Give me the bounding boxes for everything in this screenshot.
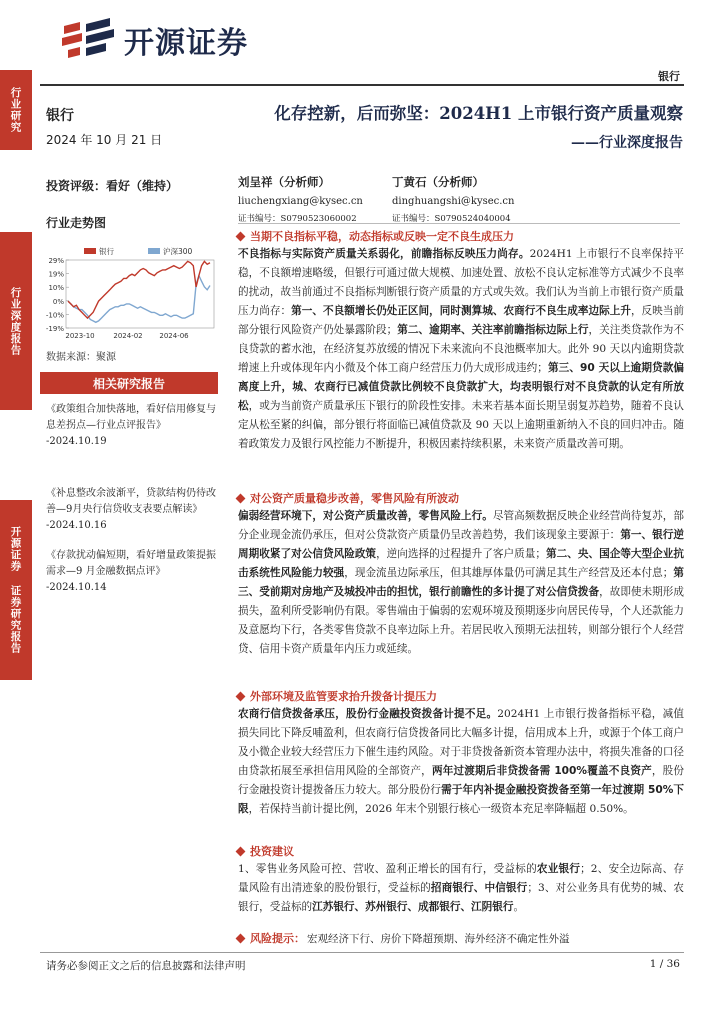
section-paragraph [238,705,684,819]
diamond-icon [236,231,246,241]
analyst-card [392,174,514,224]
analyst-name: 刘呈祥（分析师） [238,175,330,189]
diamond-icon [236,846,246,856]
body-text: ；3、对公业务具有优势的城、农银行，受益标的 [238,882,685,913]
page-number: 1 / 36 [649,958,680,970]
section-bullet [237,688,437,704]
header-divider [40,84,684,86]
diamond-icon [236,493,246,503]
header-sector-tag: 银行 [658,70,680,83]
analyst-divider [238,223,680,224]
legend-label: 沪深300 [163,247,193,256]
related-report-item[interactable] [46,548,216,596]
bold-text: 两年过渡期后非贷拨备需 100%覆盖不良资产 [431,765,652,777]
body-text: ，关注类贷款作为不良贷款的蓄水池，在经济复苏放缓的情况下未来流向不良池概率加大。此外 90 天以内逾期贷款增速上升或体现年内小微及个体工商户经营压力仍大成形成违约； [238,324,685,374]
bold-text: 第二、央、国企等大型企业抗击系统性风险能力较强 [238,548,685,579]
y-tick-label: -19% [45,325,64,333]
section-bullet [237,228,514,244]
logo-mark-icon [60,18,116,62]
body-text: ，若保持当前计提比例，2026 年末个别银行核心一级资本充足率降幅超 0.50%。 [248,803,634,815]
diamond-icon [236,691,246,701]
body-text: ，逆向选择的过程提升了客户质量； [376,548,546,560]
body-text: 尽管高频数据反映企业经营尚待复苏，部分企业现金流仍承压，但对公贷款资产质量仍呈改善趋势，我们该现象主要源于： [238,510,685,541]
risk-text: 宏观经济下行、房价下降超预期、海外经济不确定性外溢 [307,932,570,945]
section-bullet [237,490,459,506]
body-text: ，故即使未期形成损失，盈利所受影响仍有限。零售端由于偏弱的宏观环境及预期逐步向居民传导，个人还款能力及意愿均下行，各类零售贷款不良率边际上升。若居民收入预期无法扭转，则部分银行个人经营贷、信用卡资产质量年内压力或延续。 [238,586,685,655]
section-heading: 外部环境及监管要求抬升拨备计提压力 [250,690,437,703]
related-reports-header: 相关研究报告 [40,372,218,394]
body-text: 1、零售业务风险可控、营收、盈利正增长的国有行，受益标的 [238,863,537,875]
related-report-title: 《政策组合加快落地，看好信用修复与息差拐点—行业点评报告》 [46,404,216,431]
related-report-date: -2024.10.16 [46,520,107,531]
related-report-item[interactable] [46,402,216,450]
y-tick-label: 10% [48,284,64,293]
body-text: ；2、安全边际高、存量风险有出清迹象的股份银行，受益标的 [238,863,684,894]
section-heading: 对公资产质量稳步改善，零售风险有所波动 [250,492,459,505]
series-line-沪深300 [68,276,210,323]
report-date: 2024 年 10 月 21 日 [46,133,163,147]
bold-text: 第三、受前期对房地产及城投冲击的担忧，银行前瞻性的多计提了对公信贷拨备 [238,567,685,598]
y-tick-label: 29% [48,257,64,265]
side-band-text: 行业深度报告 [9,286,22,356]
side-band-research [0,70,32,150]
analyst-name: 丁黄石（分析师） [392,175,484,189]
bold-text: 招商银行、中信银行 [430,882,528,894]
section-paragraph [238,245,684,454]
report-title: 化存控新，后而弥坚：2024H1 上市银行资产质量观察 [274,104,683,123]
bold-text: 农业银行 [536,863,581,875]
footer-disclaimer[interactable]: 请务必参阅正文之后的信息披露和法律声明 [46,960,246,972]
brand-logo [60,18,248,62]
body-text: 2024H1 上市银行不良率保持平稳，不良额增速略缓，但银行可通过做大规模、加速处置、放松不良认定标准等方式减少不良率的扰动，故当前通过不良指标判断银行资产质量的方式或失效。我们认为当前上市银行资产质量压力尚存： [238,248,685,317]
y-tick-label: 0% [52,297,64,306]
body-text: 2024H1 上市银行拨备指标平稳，减值损失同比下降反哺盈利，但农商行信贷拨备同比大幅多计提，信用成本上升，或源于个体工商户及小微企业较大经营压力下催生违约风险。对于非贷拨备新资本管理办法中，将损失准备的口径由贷款拓展至承担信用风险的全部资产， [238,708,685,777]
bold-text: 江苏银行、苏州银行、成都银行、江阴银行 [312,901,514,913]
body-text: ，股份行金融投资计提拨备压力较大。部分股份行 [238,765,685,796]
analyst-email[interactable]: liuchengxiang@kysec.cn [238,196,363,207]
analyst-email[interactable]: dinghuangshi@kysec.cn [392,196,515,207]
bold-text: 偏弱经营环境下，对公资产质量改善，零售风险上行。 [238,510,493,522]
section-paragraph [238,860,684,917]
analyst-cert: 证书编号：S0790523060002 [238,214,357,224]
related-report-date: -2024.10.14 [46,582,107,593]
report-subtitle: ——行业深度报告 [571,135,683,151]
logo-text: 开源证券 [124,26,248,61]
diamond-icon [236,933,246,943]
bold-text: 第一、银行逆周期收紧了对公信贷风险政策 [238,529,685,560]
risk-bullet [237,930,570,946]
trend-chart-title: 行业走势图 [46,216,107,230]
sector-label: 银行 [46,108,74,124]
trend-chart-svg [40,244,218,348]
body-text: ，或为当前资产质量承压下银行的阶段性安排。未来若基本面长期呈弱复苏趋势，随着不良认定从松至紧的纠偏，部分银行将面临已减值贷款及 90 天以上逾期重新纳入不良的回归冲击。随着政策发力及银行风控能力不断提升，积极因素持续积累，未来资产质量改善可期。 [238,400,685,450]
analyst-cert: 证书编号：S0790524040004 [392,214,511,224]
side-band-text: 行业研究 [9,87,22,133]
related-report-title: 《补息整改余波渐平，贷款结构仍待改善—9月央行信贷收支表要点解读》 [46,488,216,515]
side-band-report-type [0,232,32,410]
side-band-brand [0,500,32,680]
bold-text: 农商行信贷拨备承压，股份行金融投资拨备计提不足。 [238,708,498,720]
data-source: 数据来源：聚源 [46,352,116,363]
bold-text: 第三、90 天以上逾期贷款偏离度上升，城、农商行已减值贷款比例较不良贷款扩大，均表明银行对不良贷款的认定有所放松 [238,362,684,412]
related-report-date: -2024.10.19 [46,436,107,447]
section-heading: 当期不良指标平稳，动态指标或反映一定不良生成压力 [250,230,514,243]
x-tick-label: 2024-06 [159,332,189,340]
trend-chart [40,244,218,348]
bold-text: 需于年内补提金融投资拨备至第一年过渡期 50%下限 [238,784,685,815]
body-text: ，反映当前部分银行风险资产仍处暴露阶段； [238,305,685,336]
related-report-title: 《存款扰动偏短期，看好增量政策提振需求—9 月金融数据点评》 [46,550,216,577]
bold-text: 不良指标与实际资产质量关系弱化，前瞻指标反映压力尚存。 [238,248,530,260]
footer-divider [40,952,684,953]
x-tick-label: 2024-02 [113,332,143,340]
section-bullet [237,843,294,859]
body-text: 。 [513,901,525,913]
bold-text: 第二、逾期率、关注率前瞻指标边际上行 [397,324,589,336]
analyst-card [238,174,363,224]
section-paragraph [238,507,684,659]
legend-label: 银行 [99,247,114,256]
y-tick-label: 19% [48,270,64,279]
legend-swatch [84,248,96,254]
risk-heading: 风险提示： [250,932,305,945]
y-tick-label: -10% [45,311,64,320]
legend-swatch [148,248,160,254]
series-line-银行 [68,261,210,318]
x-tick-label: 2023-10 [65,332,95,340]
body-text: ，现金流虽边际承压，但其雄厚体量仍可满足其生产经营及还本付息； [344,567,674,579]
section-heading: 投资建议 [250,845,294,858]
related-report-item[interactable] [46,486,216,534]
bold-text: 第一、不良额增长仍处正区间，同时测算城、农商行不良生成率边际上升 [291,305,631,317]
investment-rating: 投资评级：看好（维持） [46,179,179,193]
side-band-text: 开源证券 证券研究报告 [9,526,22,654]
